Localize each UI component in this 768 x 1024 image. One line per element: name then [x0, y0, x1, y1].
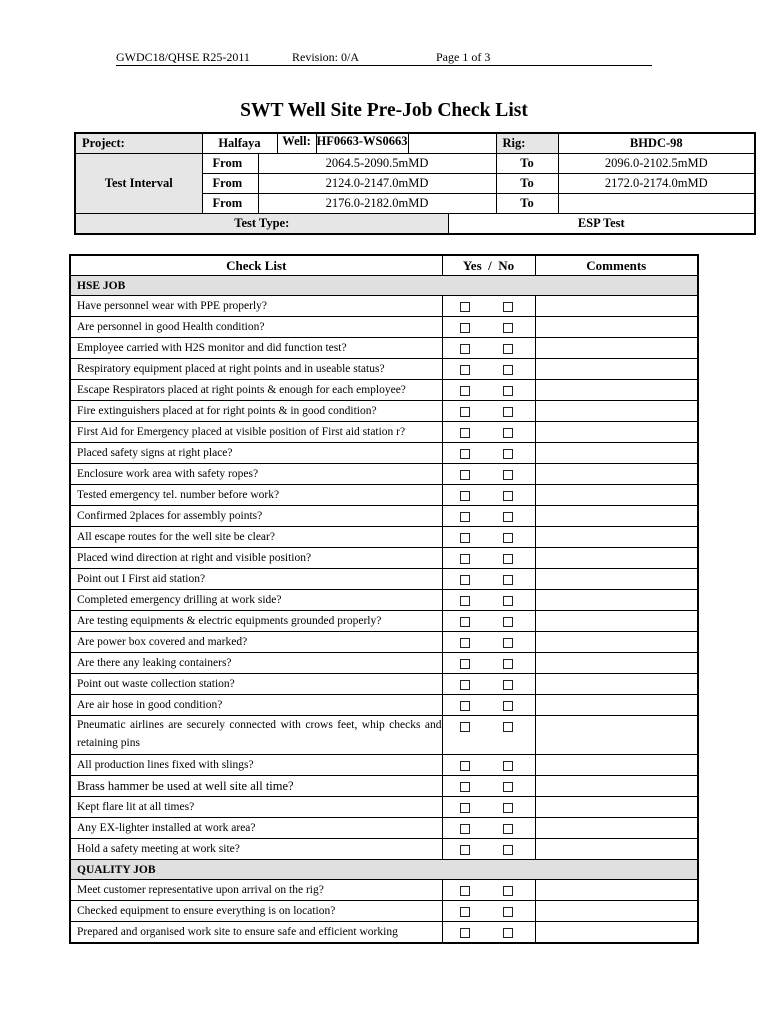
- to-label: To: [496, 174, 558, 194]
- yes-checkbox[interactable]: [460, 803, 470, 813]
- yes-no-cell: [442, 527, 535, 548]
- no-checkbox[interactable]: [503, 886, 513, 896]
- yes-no-cell: [442, 548, 535, 569]
- yes-checkbox[interactable]: [460, 617, 470, 627]
- revision: Revision: 0/A: [292, 50, 360, 64]
- checklist-question: Are testing equipments & electric equipments grounded properly?: [70, 611, 442, 632]
- comments-cell[interactable]: [535, 380, 698, 401]
- comments-cell[interactable]: [535, 548, 698, 569]
- rig-label: Rig:: [496, 133, 558, 154]
- checklist-row: [70, 716, 698, 755]
- interval-to: 2096.0-2102.5mMD: [558, 154, 755, 174]
- yes-checkbox[interactable]: [460, 596, 470, 606]
- yes-checkbox[interactable]: [460, 701, 470, 711]
- test-type-label: Test Type:: [75, 214, 448, 235]
- comments-cell[interactable]: [535, 922, 698, 944]
- yes-checkbox[interactable]: [460, 323, 470, 333]
- test-type-value: ESP Test: [448, 214, 755, 235]
- checklist-question: Any EX-lighter installed at work area?: [70, 818, 442, 839]
- comments-cell[interactable]: [535, 797, 698, 818]
- checklist-question: Fire extinguishers placed at for right points & in good condition?: [70, 401, 442, 422]
- checklist-row: [70, 548, 698, 569]
- checklist-row: [70, 611, 698, 632]
- no-checkbox[interactable]: [503, 407, 513, 417]
- no-checkbox[interactable]: [503, 680, 513, 690]
- yes-no-cell: [442, 485, 535, 506]
- yes-no-cell: [442, 716, 535, 755]
- yes-no-cell: [442, 296, 535, 317]
- checklist-row: [70, 818, 698, 839]
- no-checkbox[interactable]: [503, 575, 513, 585]
- doc-code: GWDC18/QHSE R25-2011: [116, 50, 250, 64]
- yes-checkbox[interactable]: [460, 638, 470, 648]
- checklist-question: Hold a safety meeting at work site?: [70, 839, 442, 860]
- yes-no-cell: [442, 695, 535, 716]
- checklist-row: [70, 797, 698, 818]
- no-checkbox[interactable]: [503, 596, 513, 606]
- comments-cell[interactable]: [535, 674, 698, 695]
- yes-checkbox[interactable]: [460, 659, 470, 669]
- checklist-question: Enclosure work area with safety ropes?: [70, 464, 442, 485]
- no-checkbox[interactable]: [503, 722, 513, 732]
- no-checkbox[interactable]: [503, 907, 513, 917]
- well-value: HF0663-WS0663: [316, 134, 408, 148]
- yes-no-cell: [442, 359, 535, 380]
- checklist-question: Confirmed 2places for assembly points?: [70, 506, 442, 527]
- checklist-question: Employee carried with H2S monitor and did function test?: [70, 338, 442, 359]
- yes-checkbox[interactable]: [460, 845, 470, 855]
- no-checkbox[interactable]: [503, 638, 513, 648]
- yes-checkbox[interactable]: [460, 554, 470, 564]
- interval-from: 2064.5-2090.5mMD: [258, 154, 496, 174]
- comments-cell[interactable]: [535, 443, 698, 464]
- checklist-question: First Aid for Emergency placed at visible position of First aid station r?: [70, 422, 442, 443]
- no-checkbox[interactable]: [503, 701, 513, 711]
- no-checkbox[interactable]: [503, 386, 513, 396]
- project-label: Project:: [75, 133, 202, 154]
- page-header: [116, 50, 652, 66]
- interval-from: 2176.0-2182.0mMD: [258, 194, 496, 214]
- checklist-question: All escape routes for the well site be clear?: [70, 527, 442, 548]
- checklist-question: All production lines fixed with slings?: [70, 755, 442, 776]
- comments-cell[interactable]: [535, 464, 698, 485]
- yes-checkbox[interactable]: [460, 512, 470, 522]
- comments-cell[interactable]: [535, 695, 698, 716]
- comments-cell[interactable]: [535, 296, 698, 317]
- yes-checkbox[interactable]: [460, 680, 470, 690]
- from-label: From: [202, 154, 258, 174]
- checklist-row: [70, 901, 698, 922]
- yes-checkbox[interactable]: [460, 722, 470, 732]
- checklist-question: Meet customer representative upon arrival on the rig?: [70, 880, 442, 901]
- no-checkbox[interactable]: [503, 617, 513, 627]
- no-checkbox[interactable]: [503, 659, 513, 669]
- checklist-question: Escape Respirators placed at right points & enough for each employee?: [70, 380, 442, 401]
- comments-cell[interactable]: [535, 422, 698, 443]
- yes-no-cell: [442, 653, 535, 674]
- yes-checkbox[interactable]: [460, 386, 470, 396]
- yes-no-cell: [442, 922, 535, 944]
- checklist-row: [70, 776, 698, 797]
- yes-checkbox[interactable]: [460, 907, 470, 917]
- no-checkbox[interactable]: [503, 824, 513, 834]
- checklist-question: Pneumatic airlines are securely connected with crows feet, whip checks and retaining pins: [70, 716, 442, 755]
- yes-checkbox[interactable]: [460, 407, 470, 417]
- comments-cell[interactable]: [535, 569, 698, 590]
- checklist-question: Have personnel wear with PPE properly?: [70, 296, 442, 317]
- yes-no-cell: [442, 401, 535, 422]
- no-checkbox[interactable]: [503, 782, 513, 792]
- checklist-question: Tested emergency tel. number before work?: [70, 485, 442, 506]
- checklist-question: Brass hammer be used at well site all time?: [70, 776, 442, 797]
- no-checkbox[interactable]: [503, 302, 513, 312]
- checklist-row: [70, 338, 698, 359]
- checklist-row: [70, 839, 698, 860]
- checklist-question: Respiratory equipment placed at right points and in useable status?: [70, 359, 442, 380]
- test-interval-label: Test Interval: [75, 154, 202, 214]
- comments-cell[interactable]: [535, 755, 698, 776]
- checklist-question: Placed safety signs at right place?: [70, 443, 442, 464]
- yes-checkbox[interactable]: [460, 302, 470, 312]
- yes-no-cell: [442, 839, 535, 860]
- yes-checkbox[interactable]: [460, 428, 470, 438]
- checklist-row: [70, 485, 698, 506]
- yes-no-cell: [442, 464, 535, 485]
- yes-checkbox[interactable]: [460, 824, 470, 834]
- yes-no-cell: [442, 776, 535, 797]
- yes-checkbox[interactable]: [460, 344, 470, 354]
- comments-cell[interactable]: [535, 839, 698, 860]
- no-checkbox[interactable]: [503, 470, 513, 480]
- yes-no-cell: [442, 880, 535, 901]
- comments-cell[interactable]: [535, 716, 698, 755]
- comments-cell[interactable]: [535, 818, 698, 839]
- yes-no-cell: [442, 569, 535, 590]
- no-checkbox[interactable]: [503, 554, 513, 564]
- comments-cell[interactable]: [535, 776, 698, 797]
- yes-checkbox[interactable]: [460, 491, 470, 501]
- yes-no-cell: [442, 797, 535, 818]
- to-label: To: [496, 194, 558, 214]
- yes-checkbox[interactable]: [460, 365, 470, 375]
- comments-cell[interactable]: [535, 317, 698, 338]
- checklist-row: [70, 922, 698, 944]
- checklist-row: [70, 359, 698, 380]
- rig-value: BHDC-98: [558, 133, 755, 154]
- comments-cell[interactable]: [535, 506, 698, 527]
- yes-no-cell: [442, 674, 535, 695]
- yes-no-cell: [442, 901, 535, 922]
- checklist-question: Placed wind direction at right and visible position?: [70, 548, 442, 569]
- yes-checkbox[interactable]: [460, 782, 470, 792]
- yes-no-cell: [442, 443, 535, 464]
- checklist-row: [70, 569, 698, 590]
- yes-checkbox[interactable]: [460, 449, 470, 459]
- comments-cell[interactable]: [535, 632, 698, 653]
- checklist-row: [70, 443, 698, 464]
- checklist-table: [69, 254, 699, 944]
- checklist-row: [70, 590, 698, 611]
- comments-cell[interactable]: [535, 590, 698, 611]
- from-label: From: [202, 194, 258, 214]
- yes-no-cell: [442, 338, 535, 359]
- no-checkbox[interactable]: [503, 533, 513, 543]
- comments-cell[interactable]: [535, 485, 698, 506]
- well-value-cont: [408, 133, 496, 154]
- checklist-question: Completed emergency drilling at work side?: [70, 590, 442, 611]
- checklist-row: [70, 317, 698, 338]
- checklist-question: Are personnel in good Health condition?: [70, 317, 442, 338]
- checklist-question: Prepared and organised work site to ensure safe and efficient working: [70, 922, 442, 944]
- section-heading: HSE JOB: [70, 276, 698, 296]
- checklist-row: [70, 401, 698, 422]
- yes-checkbox[interactable]: [460, 761, 470, 771]
- yes-no-cell: [442, 422, 535, 443]
- from-label: From: [202, 174, 258, 194]
- comments-cell[interactable]: [535, 611, 698, 632]
- comments-cell[interactable]: [535, 880, 698, 901]
- checklist-row: [70, 880, 698, 901]
- yes-no-cell: [442, 632, 535, 653]
- yes-no-header: Yes / No: [442, 255, 535, 276]
- interval-to: [558, 194, 755, 214]
- yes-no-cell: [442, 380, 535, 401]
- checklist-row: [70, 380, 698, 401]
- checklist-question: Kept flare lit at all times?: [70, 797, 442, 818]
- yes-no-cell: [442, 818, 535, 839]
- checklist-question: Checked equipment to ensure everything is on location?: [70, 901, 442, 922]
- no-checkbox[interactable]: [503, 365, 513, 375]
- yes-checkbox[interactable]: [460, 575, 470, 585]
- yes-checkbox[interactable]: [460, 928, 470, 938]
- no-checkbox[interactable]: [503, 803, 513, 813]
- checklist-row: [70, 653, 698, 674]
- comments-cell[interactable]: [535, 653, 698, 674]
- no-checkbox[interactable]: [503, 323, 513, 333]
- yes-checkbox[interactable]: [460, 470, 470, 480]
- checklist-row: [70, 632, 698, 653]
- yes-no-cell: [442, 590, 535, 611]
- interval-to: 2172.0-2174.0mMD: [558, 174, 755, 194]
- comments-cell[interactable]: [535, 359, 698, 380]
- yes-no-cell: [442, 506, 535, 527]
- checklist-row: [70, 695, 698, 716]
- checklist-row: [70, 464, 698, 485]
- section-heading: QUALITY JOB: [70, 860, 698, 880]
- checklist-question: Point out waste collection station?: [70, 674, 442, 695]
- yes-no-cell: [442, 317, 535, 338]
- comments-header: Comments: [535, 255, 698, 276]
- checklist-row: [70, 506, 698, 527]
- comments-cell[interactable]: [535, 527, 698, 548]
- well-label: Well:: [278, 134, 317, 153]
- checklist-row: [70, 422, 698, 443]
- checklist-row: [70, 755, 698, 776]
- project-value: Halfaya: [202, 133, 277, 154]
- checklist-header: Check List: [70, 255, 442, 276]
- checklist-question: Are air hose in good condition?: [70, 695, 442, 716]
- page-title: SWT Well Site Pre-Job Check List: [240, 100, 528, 121]
- checklist-question: Point out I First aid station?: [70, 569, 442, 590]
- checklist-row: [70, 296, 698, 317]
- yes-no-cell: [442, 755, 535, 776]
- checklist-question: Are power box covered and marked?: [70, 632, 442, 653]
- no-checkbox[interactable]: [503, 449, 513, 459]
- interval-from: 2124.0-2147.0mMD: [258, 174, 496, 194]
- to-label: To: [496, 154, 558, 174]
- no-checkbox[interactable]: [503, 761, 513, 771]
- no-checkbox[interactable]: [503, 344, 513, 354]
- no-checkbox[interactable]: [503, 512, 513, 522]
- no-checkbox[interactable]: [503, 428, 513, 438]
- checklist-row: [70, 527, 698, 548]
- comments-cell[interactable]: [535, 338, 698, 359]
- page-number: Page 1 of 3: [436, 50, 491, 64]
- no-checkbox[interactable]: [503, 845, 513, 855]
- yes-no-cell: [442, 611, 535, 632]
- no-checkbox[interactable]: [503, 928, 513, 938]
- job-info-table: [74, 132, 756, 235]
- yes-checkbox[interactable]: [460, 886, 470, 896]
- no-checkbox[interactable]: [503, 491, 513, 501]
- checklist-question: Are there any leaking containers?: [70, 653, 442, 674]
- yes-checkbox[interactable]: [460, 533, 470, 543]
- comments-cell[interactable]: [535, 901, 698, 922]
- checklist-row: [70, 674, 698, 695]
- comments-cell[interactable]: [535, 401, 698, 422]
